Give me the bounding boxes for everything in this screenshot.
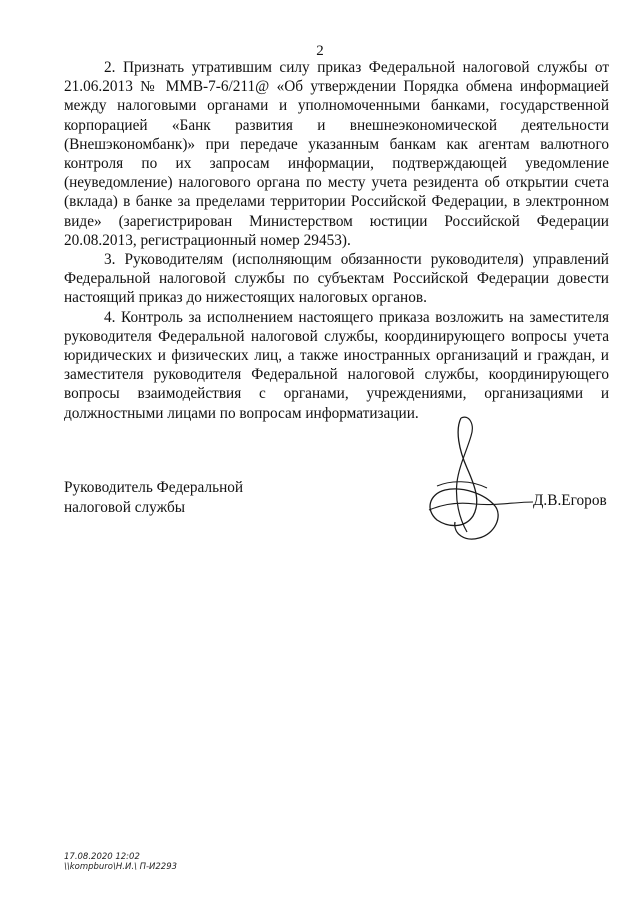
position-line-1: Руководитель Федеральной — [64, 479, 244, 496]
page-number: 2 — [316, 43, 324, 59]
signer-name: Д.В.Егоров — [533, 492, 607, 509]
handwritten-signature — [415, 410, 545, 550]
document-body — [64, 58, 609, 423]
paragraph-item-2: 2. Признать утратившим силу приказ Федеральной налоговой службы от 21.06.2013 № ММВ-7-6/211@ «Об утверждении Порядка обмена информацией между налоговыми органами и уполномоченными банками, государственной корпорацией «Банк развития и внешнеэкономической деятельности (Внешэкономбанк)» при передаче указанным банкам как агентам валютного контроля по их запросам информации, подтверждающей уведомление (неуведомление) налогового органа по месту учета резидента об открытии счета (вклада) в банке за пределами территории Российской Федерации, в электронном виде» (зарегистрирован Министерством юстиции Российской Федерации 20.08.2013, регистрационный номер 29453). — [64, 59, 609, 249]
document-footer — [64, 852, 177, 872]
paragraph-item-3: 3. Руководителям (исполняющим обязанности руководителя) управлений Федеральной налоговой службы по субъектам Российской Федерации довести настоящий приказ до нижестоящих налоговых органов. — [64, 251, 609, 307]
signatory-position — [64, 478, 243, 517]
footer-date: 17.08.2020 12:02 — [64, 852, 140, 862]
footer-file-path: \\kompburo\Н.И.\ П-И2293 — [64, 862, 178, 872]
paragraph-item-4: 4. Контроль за исполнением настоящего приказа возложить на заместителя руководителя Федеральной налоговой службы, координирующего вопросы учета юридических и физических лиц, а также иностранных организаций и граждан, и заместителя руководителя Федеральной налоговой службы, координирующего вопросы взаимодействия с органами, учреждениями, организациями и должностными лицами по вопросам информатизации. — [64, 308, 609, 422]
position-line-2: налоговой службы — [64, 498, 186, 516]
